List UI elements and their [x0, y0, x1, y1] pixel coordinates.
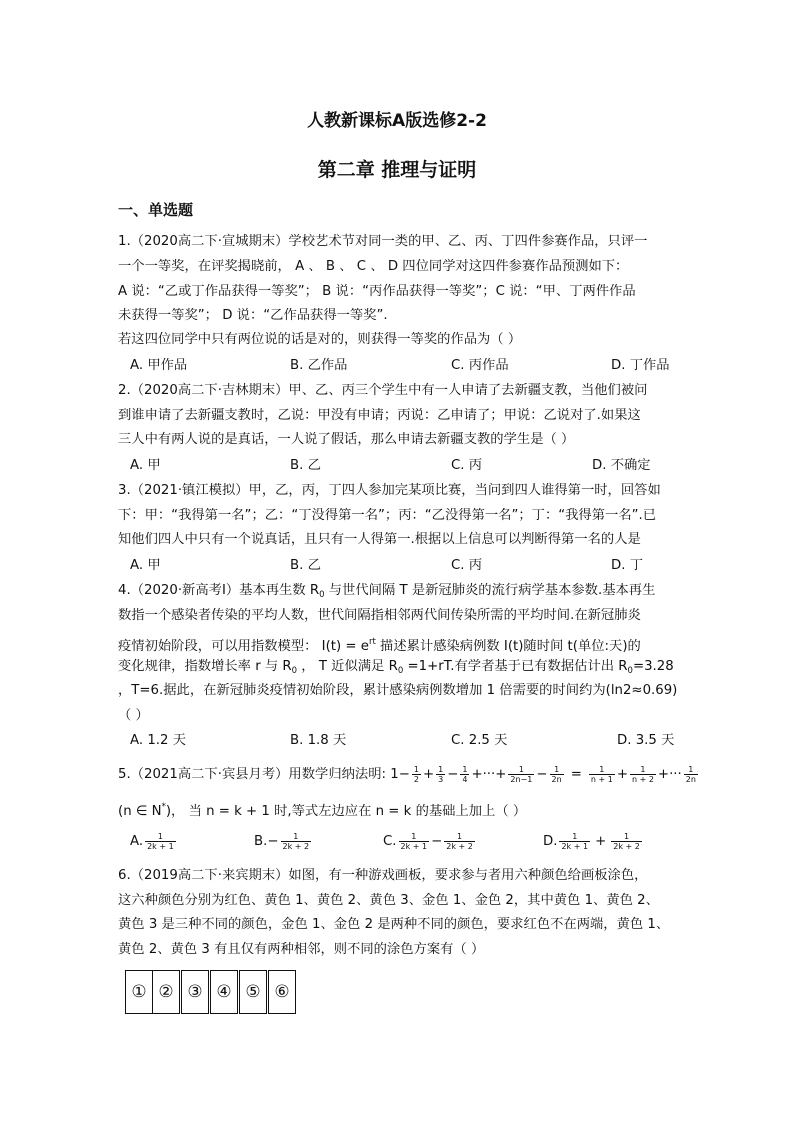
- q4-line-2: 数指一个感染者传染的平均人数，世代间隔指相邻两代间传染所需的平均时间.在新冠肺炎: [118, 608, 641, 623]
- q3-option-d[interactable]: D. 丁: [611, 558, 643, 573]
- q4-line-4-a: 变化规律，指数增长率 r 与 R: [118, 659, 292, 674]
- math-one: 1: [390, 767, 399, 782]
- q4-option-b[interactable]: B. 1.8 天: [290, 733, 347, 748]
- superscript-rt: rt: [368, 637, 376, 647]
- math-plus: +: [422, 767, 435, 782]
- q4-option-d[interactable]: D. 3.5 天: [617, 733, 675, 748]
- option-letter: C.: [383, 834, 397, 849]
- q2-option-b[interactable]: B. 乙: [290, 458, 321, 473]
- q2-option-d[interactable]: D. 不确定: [592, 458, 651, 473]
- option-letter: D.: [543, 834, 558, 849]
- q1-option-c[interactable]: C. 丙作品: [451, 358, 509, 373]
- fraction-1-2k1: $\frac{1}{2k + 1}$: [561, 831, 589, 851]
- board-cell-2: ②: [152, 970, 180, 1014]
- q5-option-b[interactable]: [254, 830, 313, 854]
- q5-line-2-a: (n ∈ N: [118, 804, 162, 819]
- fraction-1-2k1: $\frac{1}{2k + 1}$: [147, 831, 174, 851]
- q2-line-3: 三人中有两人说的是真话，一人说了假话，那么申请去新疆支教的学生是（ ）: [118, 432, 575, 447]
- board-cell-5: ⑤: [239, 970, 267, 1014]
- subscript-zero: 0: [397, 666, 404, 676]
- q1-option-d[interactable]: D. 丁作品: [611, 358, 670, 373]
- q1-option-a[interactable]: A. 甲作品: [130, 358, 188, 373]
- q3-line-2: 下：甲：“我得第一名”；乙：“丁没得第一名”；丙：“乙没得第一名”；丁：“我得第一名”.已: [118, 508, 657, 523]
- fraction-1-3: $\frac{1}{3}$: [438, 764, 444, 784]
- q2-line-2: 到谁申请了去新疆支教时，乙说：甲没有申请；丙说：乙申请了；甲说：乙说对了.如果这: [118, 408, 641, 423]
- board-cell-6: ⑥: [268, 970, 296, 1014]
- q1-line-1: 1.（2020高二下·宣城期末）学校艺术节对同一类的甲、乙、丙、丁四件参赛作品，只评一: [118, 234, 648, 249]
- fraction-1-2n: $\frac{1}{2n}$: [551, 764, 562, 784]
- q2-option-c[interactable]: C. 丙: [451, 458, 483, 473]
- fraction-1-2n-1: $\frac{1}{2n-1}$: [510, 764, 533, 784]
- q3-line-3: 知他们四人中只有一个说真话，且只有一人得第一.根据以上信息可以判断得第一名的人是: [118, 532, 641, 547]
- q1-option-b[interactable]: B. 乙作品: [290, 358, 348, 373]
- fraction-1-n2: $\frac{1}{n + 2}$: [631, 764, 654, 784]
- math-minus: −: [447, 767, 459, 782]
- q4-line-5: ，T=6.据此，在新冠肺炎疫情初始阶段，累计感染病例数增加 1 倍需要的时间约为(ln2≈0.69): [118, 683, 678, 698]
- math-dots: +···: [471, 767, 496, 782]
- q5-option-d[interactable]: [543, 830, 644, 854]
- subscript-zero: 0: [319, 590, 325, 600]
- q6-line-2: 这六种颜色分别为红色、黄色 1、黄色 2、黄色 3、金色 1、金色 2，其中黄色 1、黄色 2、: [118, 893, 659, 908]
- board-cell-3: ③: [181, 970, 209, 1014]
- option-letter: A.: [130, 834, 144, 849]
- q4-option-a[interactable]: A. 1.2 天: [130, 733, 186, 748]
- q5-option-c[interactable]: [383, 830, 477, 854]
- q4-line-6: （ ）: [118, 708, 149, 723]
- q3-line-1: 3.（2021·镇江模拟）甲，乙，丙，丁四人参加完某项比赛，当问到四人谁得第一时，回答如: [118, 483, 661, 498]
- fraction-1-2k2: $\frac{1}{2k + 2}$: [282, 831, 310, 851]
- q4-line-3: [118, 633, 641, 656]
- q3-option-a[interactable]: A. 甲: [130, 558, 161, 573]
- q2-option-a[interactable]: A. 甲: [130, 458, 161, 473]
- q5-line-2: [118, 798, 526, 821]
- math-minus: −: [398, 767, 410, 782]
- fraction-1-4: $\frac{1}{4}$: [462, 764, 468, 784]
- section-heading: 一、单选题: [118, 201, 194, 219]
- book-title: 人教新课标A版选修2-2: [307, 111, 487, 131]
- math-equals: =: [570, 767, 582, 782]
- q5-option-a[interactable]: [130, 830, 178, 854]
- q4-line-1-text-b: 与世代间隔 T 是新冠肺炎的流行病学基本参数.基本再生: [324, 583, 656, 598]
- q2-line-1: 2.（2020高二下·吉林期末）甲、乙、丙三个学生中有一人申请了去新疆支教，当他们被问: [118, 383, 648, 398]
- fraction-1-2: $\frac{1}{2}$: [413, 764, 419, 784]
- q1-line-5: 若这四位同学中只有两位说的话是对的，则获得一等奖的作品为（ ）: [118, 332, 522, 347]
- math-plus: +: [495, 767, 507, 782]
- q4-line-3-text-b: 描述累计感染病例数 I(t)随时间 t(单位:天)的: [375, 639, 641, 654]
- math-minus: −: [267, 834, 279, 849]
- superscript-star: *: [161, 802, 166, 812]
- game-board-figure: [125, 970, 298, 1016]
- board-cell-1: ①: [125, 970, 153, 1014]
- q1-line-3: A 说：“乙或丁作品获得一等奖”； B 说：“丙作品获得一等奖”；C 说：“甲、丁两件作品: [118, 284, 636, 299]
- q6-line-1: 6.（2019高二下·来宾期末）如图，有一种游戏画板，要求参与者用六种颜色给画板涂色，: [118, 868, 648, 883]
- fraction-1-2k2: $\frac{1}{2k + 2}$: [613, 831, 640, 851]
- q5-stem: 5.（2021高二下·宾县月考）用数学归纳法明:: [118, 767, 391, 782]
- q4-line-4-d: =3.28: [632, 659, 674, 674]
- q4-line-4-b: ， T 近似满足 R: [297, 659, 398, 674]
- subscript-zero: 0: [627, 666, 633, 676]
- math-minus: −: [536, 767, 548, 782]
- q4-line-1-text: 4.（2020·新高考Ⅰ）基本再生数 R: [118, 583, 320, 598]
- q6-line-4: 黄色 2、黄色 3 有且仅有两种相邻，则不同的涂色方案有（ ）: [118, 942, 485, 957]
- q3-option-b[interactable]: B. 乙: [290, 558, 321, 573]
- option-letter: B.: [254, 834, 268, 849]
- subscript-zero: 0: [291, 666, 298, 676]
- q4-line-4: [118, 658, 674, 680]
- chapter-title: 第二章 推理与证明: [317, 159, 477, 181]
- q5-line-1: [118, 763, 700, 787]
- q1-line-2: 一个一等奖，在评奖揭晓前， A 、 B 、 C 、 D 四位同学对这四件参赛作品预测如下：: [118, 259, 629, 274]
- fraction-1-n1: $\frac{1}{n + 1}$: [590, 764, 613, 784]
- q1-line-4: 未获得一等奖”； D 说：“乙作品获得一等奖”.: [118, 308, 388, 323]
- fraction-1-2k2: $\frac{1}{2k + 2}$: [446, 831, 473, 851]
- math-plus: +: [595, 834, 607, 849]
- board-cell-4: ④: [210, 970, 238, 1014]
- math-minus: −: [431, 834, 443, 849]
- q3-option-c[interactable]: C. 丙: [451, 558, 483, 573]
- q4-line-1: [118, 582, 655, 604]
- q4-line-3-text: 疫情初始阶段，可以用指数模型： I(t) = e: [118, 639, 369, 654]
- math-dots: +···: [657, 767, 682, 782]
- fraction-1-2n-right: $\frac{1}{2n}$: [685, 764, 696, 784]
- q5-line-2-b: )， 当 n = k + 1 时,等式左边应在 n = k 的基础上加上（ ）: [165, 804, 527, 819]
- q4-option-c[interactable]: C. 2.5 天: [451, 733, 508, 748]
- q6-line-3: 黄色 3 是三种不同的颜色，金色 1、金色 2 是两种不同的颜色，要求红色不在两端，黄色 1、: [118, 917, 670, 932]
- fraction-1-2k1: $\frac{1}{2k + 1}$: [400, 831, 428, 851]
- q4-line-4-c: =1+rT.有学者基于已有数据估计出 R: [403, 659, 628, 674]
- math-plus: +: [616, 767, 628, 782]
